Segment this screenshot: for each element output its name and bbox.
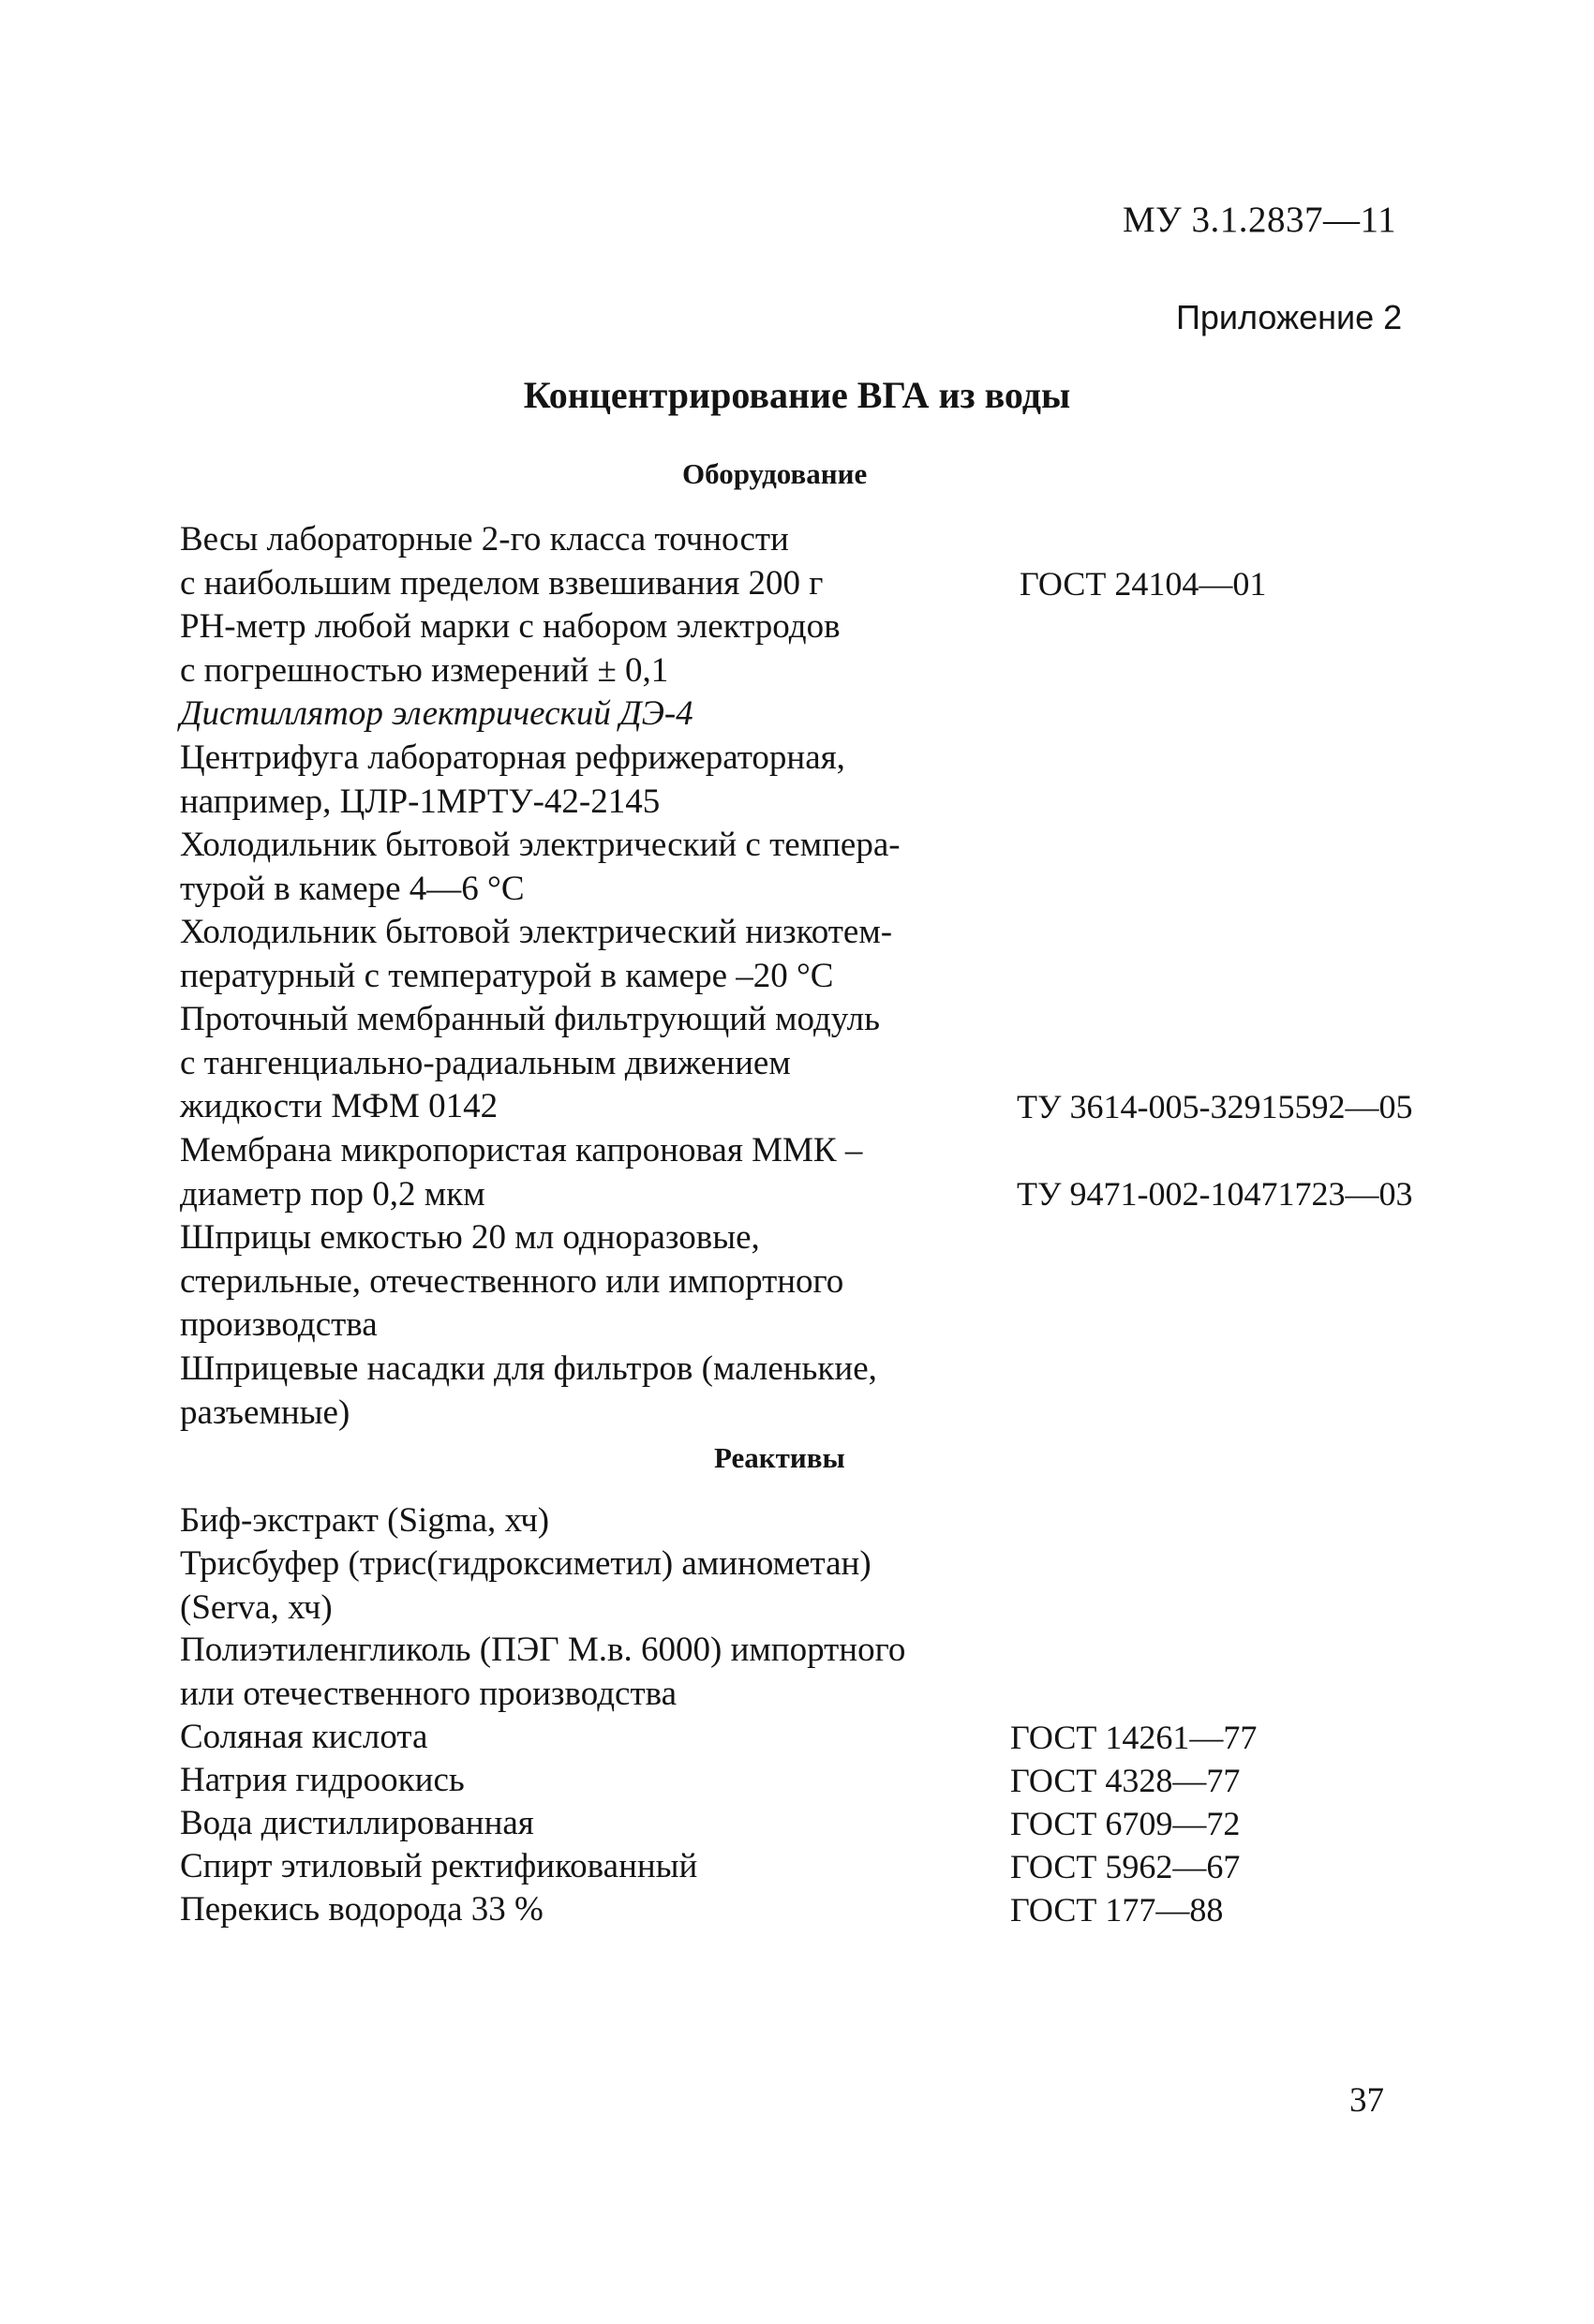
equipment-item-fridge: Холодильник бытовой электрический с темпера- турой в камере 4—6 °С	[180, 826, 901, 908]
reagent-item-beef-extract: Биф-экстракт (Sigma, хч)	[180, 1501, 550, 1540]
equipment-item-syringes: Шприцы емкостью 20 мл одноразовые, стерильные, отечественного или импортного производства	[180, 1218, 844, 1345]
reagents-heading: Реактивы	[714, 1441, 845, 1474]
equipment-item-membrane: Мембрана микропористая капроновая ММК – диаметр пор 0,2 мкм	[180, 1131, 863, 1214]
equipment-item-filter-module: Проточный мембранный фильтрующий модуль с тангенциально-радиальным движением жидкости МФМ 0142	[180, 1000, 880, 1126]
equipment-item-filter-module-ref: ТУ 3614-005-32915592—05	[1017, 1088, 1413, 1125]
equipment-item-distiller: Дистиллятор электрический ДЭ-4	[180, 694, 693, 733]
reagent-item-water: Вода дистиллированная	[180, 1804, 534, 1842]
equipment-item-freezer: Холодильник бытовой электрический низкотем- пературный с температурой в камере –20 °С	[180, 913, 893, 995]
appendix-label: Приложение 2	[1176, 298, 1403, 336]
reagent-item-hcl-ref: ГОСТ 14261—77	[1010, 1719, 1258, 1756]
equipment-item-centrifuge: Центрифуга лабораторная рефрижераторная, например, ЦЛР-1МРТУ-42-2145	[180, 738, 845, 821]
equipment-item-scales: Весы лабораторные 2-го класса точности с наибольшим пределом взвешивания 200 г	[180, 520, 824, 603]
page-title: Концентрирование ВГА из воды	[523, 374, 1071, 416]
page-number: 37	[1349, 2081, 1384, 2120]
reagent-item-water-ref: ГОСТ 6709—72	[1010, 1805, 1241, 1842]
reagent-item-peroxide: Перекись водорода 33 %	[180, 1890, 544, 1929]
reagent-item-tris-buffer: Трисбуфер (трис(гидроксиметил) аминометан) (Serva, хч)	[180, 1544, 871, 1627]
reagent-item-naoh: Натрия гидроокись	[180, 1761, 465, 1799]
equipment-item-ph-meter: РН-метр любой марки с набором электродов с погрешностью измерений ± 0,1	[180, 607, 841, 690]
reagent-item-hcl: Соляная кислота	[180, 1718, 428, 1756]
reagent-item-naoh-ref: ГОСТ 4328—77	[1010, 1762, 1241, 1799]
reagent-item-peroxide-ref: ГОСТ 177—88	[1010, 1891, 1224, 1929]
equipment-item-syringe-tips: Шприцевые насадки для фильтров (маленькие, разъемные)	[180, 1349, 877, 1432]
reagent-item-peg: Полиэтиленгликоль (ПЭГ М.в. 6000) импортного или отечественного производства	[180, 1631, 906, 1713]
reagent-item-ethanol: Спирт этиловый ректификованный	[180, 1847, 698, 1885]
document-code: МУ 3.1.2837—11	[1123, 200, 1397, 240]
reagent-item-ethanol-ref: ГОСТ 5962—67	[1010, 1848, 1241, 1885]
equipment-item-membrane-ref: ТУ 9471-002-10471723—03	[1017, 1175, 1413, 1213]
equipment-item-scales-ref: ГОСТ 24104—01	[1020, 565, 1267, 603]
equipment-heading: Оборудование	[682, 457, 868, 490]
